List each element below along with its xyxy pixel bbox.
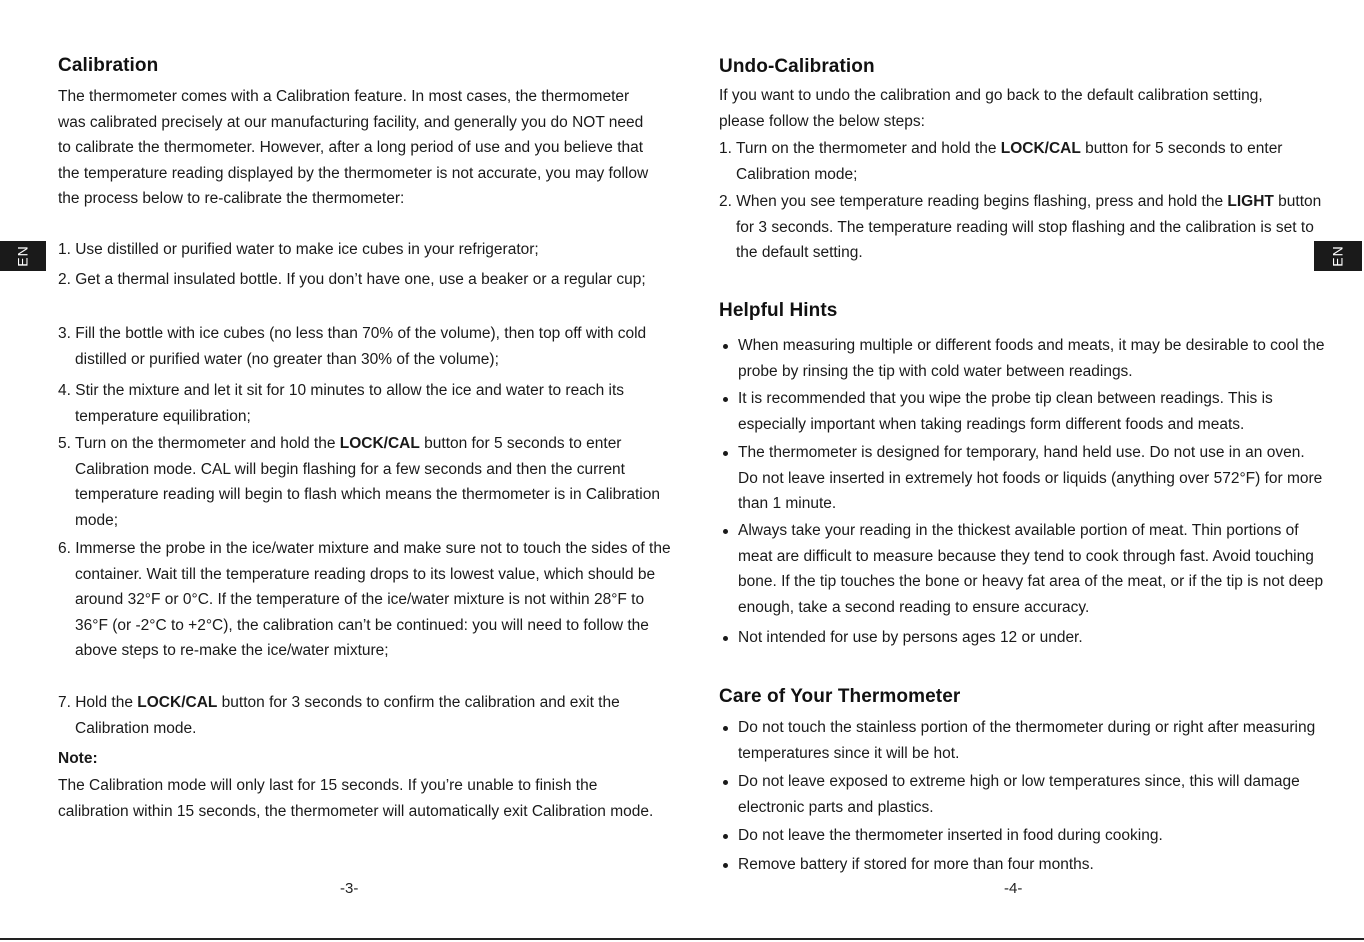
note-text: The Calibration mode will only last for 15 seconds. If you’re unable to finish the calibration within 15 seconds, the thermometer will automatically exit Calibration mode. [58,777,654,820]
lock-cal-label: LOCK/CAL [137,694,218,711]
calibration-step-7 [58,690,675,741]
bottom-divider [0,938,1364,940]
note-label: Note: [58,750,98,767]
care-title: Care of Your Thermometer [719,686,961,707]
undo-step-1 [719,136,1326,187]
language-tab-label: EN [1329,245,1346,267]
calibration-step-4: 4. Stir the mixture and let it sit for 10 minutes to allow the ice and water to reach its temperature equilibration; [58,382,625,425]
calibration-step-3: 3. Fill the bottle with ice cubes (no less than 70% of the volume), then top off with cold distilled or purified water (no greater than 30% of the volume); [58,325,647,368]
step-5-post: button for 5 seconds to enter Calibration mode. CAL will begin flashing for a few seconds and then the current temperature reading will begin to flash which means the thermometer is in Calibration mode; [75,435,660,529]
undo-calibration-intro: If you want to undo the calibration and go back to the default calibration setting, please follow the below steps: [719,87,1263,130]
calibration-step-2: 2. Get a thermal insulated bottle. If you don’t have one, use a beaker or a regular cup; [58,271,646,288]
undo-step-2-post: button for 3 seconds. The temperature reading will stop flashing and the calibration is set to the default setting. [736,193,1322,261]
undo-step-2 [719,189,1326,266]
care-item: Remove battery if stored for more than four months. [719,852,1328,878]
hint-item: It is recommended that you wipe the probe tip clean between readings. This is especially important when taking readings form different foods and meats. [719,386,1328,437]
calibration-title: Calibration [58,55,159,76]
helpful-hints-title: Helpful Hints [719,300,838,321]
step-5-pre: 5. Turn on the thermometer and hold the [58,435,340,452]
calibration-step-5 [58,431,675,533]
lock-cal-label: LOCK/CAL [339,435,420,452]
undo-step-1-pre: 1. Turn on the thermometer and hold the [719,140,1001,157]
hint-item: The thermometer is designed for temporary, hand held use. Do not use in an oven. Do not leave inserted in extremely hot foods or liquids (anything over 572°F) for more than 1 minute. [719,440,1328,517]
step-7-pre: 7. Hold the [58,694,138,711]
language-tab-right [1314,241,1362,271]
step-7-post: button for 3 seconds to confirm the calibration and exit the Calibration mode. [75,694,620,737]
language-tab-left [0,241,46,271]
calibration-intro: The thermometer comes with a Calibration feature. In most cases, the thermometer was calibrated precisely at our manufacturing facility, and generally you do NOT need to calibrate the thermometer. However, after a long period of use and you believe that the temperature reading displayed by the thermometer is not accurate, you may follow the process below to re-calibrate the thermometer: [58,88,649,207]
care-item: Do not leave exposed to extreme high or low temperatures since, this will damage electronic parts and plastics. [719,769,1328,820]
hint-item: When measuring multiple or different foods and meats, it may be desirable to cool the probe by rinsing the tip with cold water between readings. [719,333,1328,384]
care-item: Do not leave the thermometer inserted in food during cooking. [719,823,1328,849]
undo-step-2-pre: 2. When you see temperature reading begins flashing, press and hold the [719,193,1228,210]
page-number-left: -3- [340,880,359,897]
language-tab-label: EN [14,245,31,267]
lock-cal-label: LOCK/CAL [1000,140,1081,157]
undo-calibration-title: Undo-Calibration [719,56,875,77]
undo-step-1-post: button for 5 seconds to enter Calibration mode; [736,140,1283,183]
page-number-right: -4- [1004,880,1023,897]
calibration-step-1: 1. Use distilled or purified water to make ice cubes in your refrigerator; [58,241,539,258]
care-item: Do not touch the stainless portion of the thermometer during or right after measuring temperatures since it will be hot. [719,715,1328,766]
calibration-step-6: 6. Immerse the probe in the ice/water mixture and make sure not to touch the sides of the container. Wait till the temperature reading drops to its lowest value, which should be around 32°F or 0°C. If the temperature of the ice/water mixture is not within 28°F to 36°F (or -2°C to +2°C), the calibration can’t be continued: you will need to follow the above steps to re-make the ice/water mixture; [58,540,671,659]
hint-item: Not intended for use by persons ages 12 or under. [719,625,1328,651]
hint-item: Always take your reading in the thickest available portion of meat. Thin portions of meat are difficult to measure because they tend to cook through fast. Avoid touching bone. If the tip touches the bone or heavy fat area of the meat, or if the tip is not deep enough, take a second reading to ensure accuracy. [719,518,1328,620]
light-label: LIGHT [1227,193,1274,210]
